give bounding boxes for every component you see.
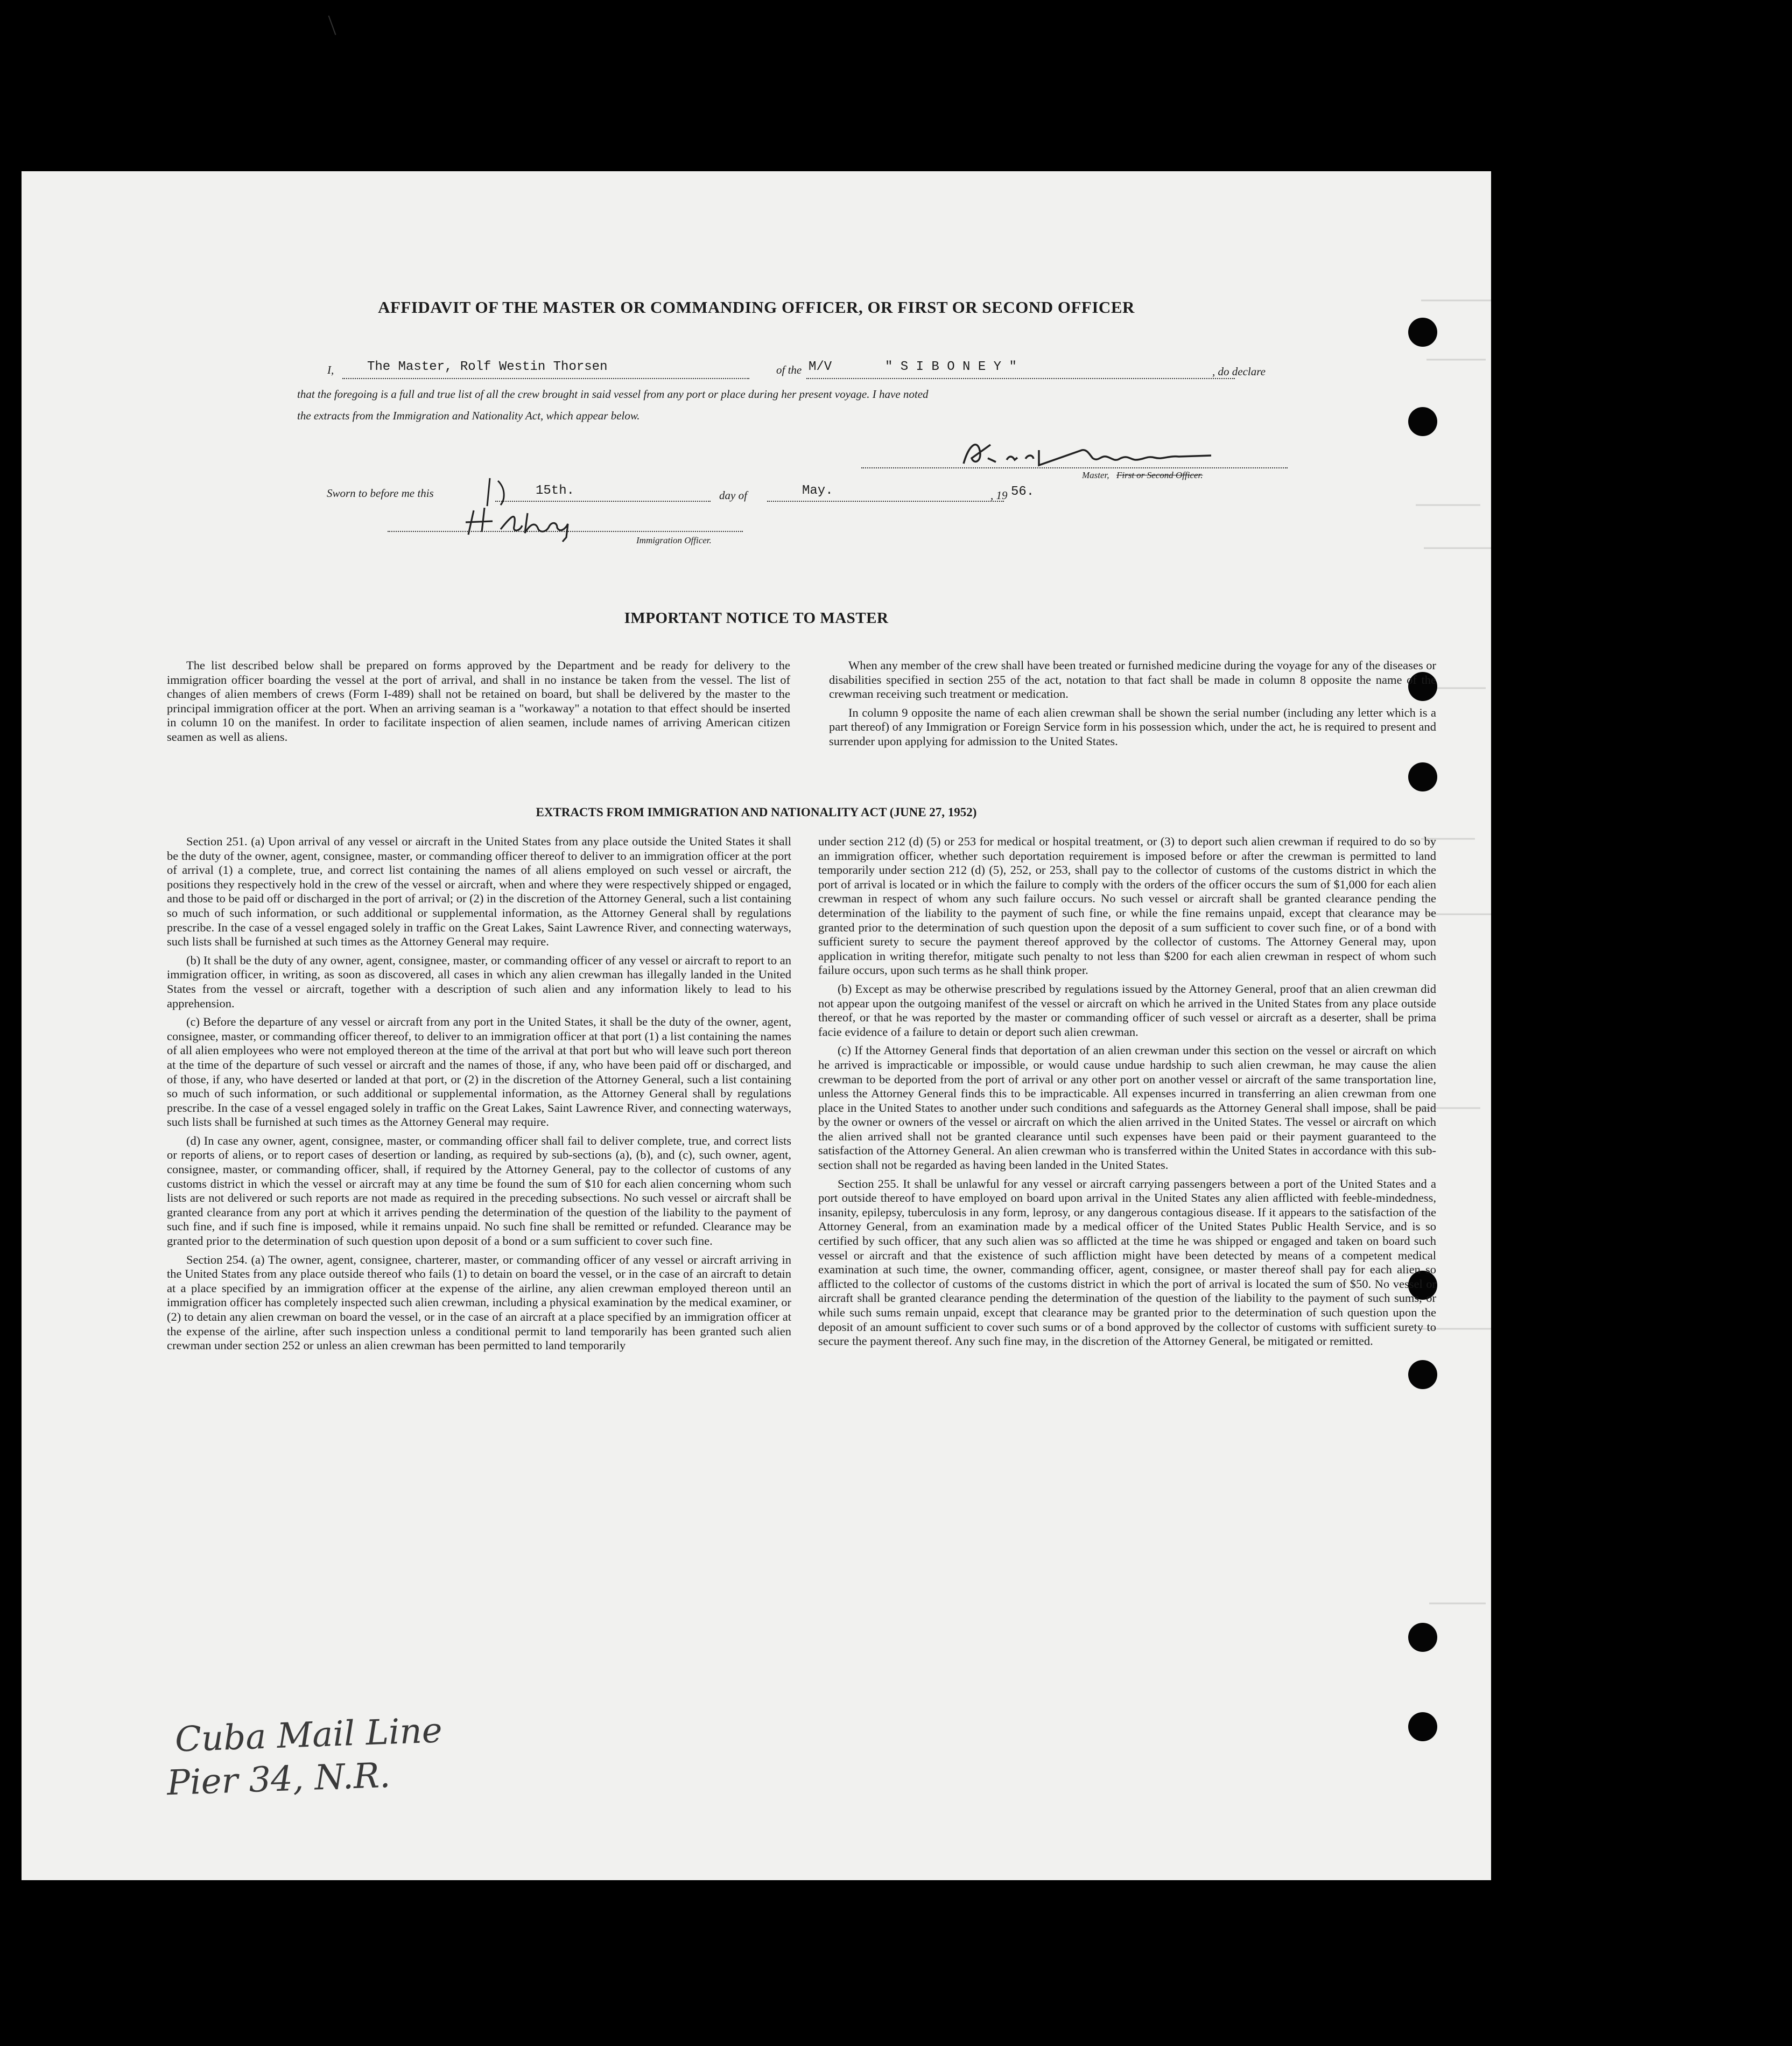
extracts-title: EXTRACTS FROM IMMIGRATION AND NATIONALITY ACT (JUNE 27, 1952) xyxy=(536,805,977,819)
affidavit-title: AFFIDAVIT OF THE MASTER OR COMMANDING OFFICER, OR FIRST OR SECOND OFFICER xyxy=(378,298,1135,317)
master-caption-struck: First or Second Officer. xyxy=(1116,470,1203,480)
section-255: Section 255. It shall be unlawful for any vessel or aircraft carrying passengers between a port of the United States and a port outside thereof to have employed on board upon arrival in the United States any alien afflicted with feeble-mindedness, insanity, epilepsy, tuberculosis in any form, leprosy, or any dangerous contagious disease. If it appears to the satisfaction of the Attorney General, from an examination made by a medical officer of the United States Public Health Service, and is so certified by such officer, that any such alien was so afflicted at the time he was shipped or engaged and taken on board such vessel or aircraft and that the existence of such affliction might have been detected by means of a competent medical examination at such time, the owner, commanding officer, agent, consignee, or master thereof shall pay for each alien so afflicted to the collector of customs of the customs district in which the port of arrival is located the sum of $50. No vessel or aircraft shall be granted clearance pending the determination of the question of the liability to the payment of such sums, or while such sums remain unpaid, except that clearance may be granted prior to the determination of such question upon the deposit of an amount sufficient to cover such sums or of a bond approved by the collector of customs with sufficient surety to secure the payment thereof. Any such fine may, in the discretion of the Attorney General, be mitigated or remitted. xyxy=(818,1176,1436,1348)
punch-hole xyxy=(1408,1712,1437,1741)
punch-hole xyxy=(1408,762,1437,791)
vessel-name: " S I B O N E Y " xyxy=(885,360,1017,374)
sworn-day: 15th. xyxy=(536,484,575,498)
notice-title: IMPORTANT NOTICE TO MASTER xyxy=(624,609,889,627)
section-251d: (d) In case any owner, agent, consignee, master, or commanding officer shall fail to deliver complete, true, and correct lists or reports of aliens, or to report cases of desertion or landing, as required by sub-sections (a), (b), and (c), such owner, agent, consignee, master, or commanding officer, shall, if required by the Attorney General, pay to the collector of customs of any customs district in which the vessel or aircraft may at any time be found the sum of $10 for each alien concerning whom such lists are not delivered or such reports are not made as required in the preceding subsections. No such vessel or aircraft shall be granted clearance from any port at which it arrives pending the determination of the question of the liability to the payment of such fine, and if such fine is imposed, while it remains unpaid. No such fine shall be remitted or refunded. Clearance may be granted prior to the determination of such question upon deposit of a bond or a sum sufficient to cover such fine. xyxy=(167,1133,791,1248)
notice-right-column xyxy=(829,658,1436,753)
punch-hole xyxy=(1408,407,1437,436)
extracts-right-column xyxy=(818,835,1436,1353)
statement-line-2: the extracts from the Immigration and Nationality Act, which appear below. xyxy=(297,409,640,422)
day-of-label: day of xyxy=(719,489,747,502)
of-the-label: of the xyxy=(776,363,802,376)
scan-speck xyxy=(328,16,336,35)
year-prefix: , 19 xyxy=(990,489,1008,502)
section-254a: Section 254. (a) The owner, agent, consignee, charterer, master, or commanding officer of any vessel or aircraft arriving in the United States from any place outside thereof who fails (1) to detain on board the vessel, or in the case of an aircraft to detain at a place specified by an immigration officer at the expense of the airline, any alien crewman employed thereon until an immigration officer has completely inspected such alien crewman, including a physical examination by the medical examiner, or (2) to detain any alien crewman on board the vessel, or in the case of an aircraft at a place specified by an immigration officer at the expense of the airline, after such inspection unless a conditional permit to land temporarily has been granted such alien crewman under section 252 or unless an alien crewman has been permitted to land temporarily xyxy=(167,1252,791,1353)
declarant-underline xyxy=(342,378,749,379)
punch-hole xyxy=(1408,1360,1437,1389)
year-suffix: 56. xyxy=(1011,485,1035,499)
sworn-month-underline xyxy=(767,501,1004,502)
extracts-left-column xyxy=(167,835,791,1357)
section-251b: (b) It shall be the duty of any owner, agent, consignee, master, or commanding officer of any vessel or aircraft to report to an immigration officer, in writing, as soon as discovered, all cases in which any alien crewman has illegally landed in the United States from the vessel or aircraft, together with a description of such alien and any information likely to lead to his apprehension. xyxy=(167,953,791,1010)
master-caption: Master, xyxy=(1082,470,1109,480)
document-page xyxy=(22,171,1491,1880)
notice-right-text-2: In column 9 opposite the name of each alien crewman shall be shown the serial number (including any letter which is a part thereof) of any Immigration or Foreign Service form in his possession which, under the act, he is required to present and surrender upon applying for admission to the United States. xyxy=(829,705,1436,748)
officer-caption: Immigration Officer. xyxy=(636,535,712,545)
handwritten-note-line-2: Pier 34, N.R. xyxy=(166,1755,391,1804)
do-declare: , do declare xyxy=(1212,365,1266,378)
declarant-name: The Master, Rolf Westin Thorsen xyxy=(367,360,608,374)
notice-left-text: The list described below shall be prepared on forms approved by the Department and be ready for delivery to the immigration officer boarding the vessel at the port of arrival, and shall in no instance be taken from the vessel. The list of changes of alien members of crews (Form I-489) shall not be retained on board, but shall be delivered by the master to the principal immigration officer at the port. When an arriving seaman is a "workaway" a notation to that effect should be inserted in column 10 on the manifest. In order to facilitate inspection of alien seamen, include names of arriving American citizen seamen as well as aliens. xyxy=(167,658,790,744)
sworn-label: Sworn to before me this xyxy=(327,487,434,500)
section-254c: (c) If the Attorney General finds that deportation of an alien crewman under this section on the vessel or aircraft on which he arrived is impracticable or impossible, or would cause undue hardship to such alien crewman, he may cause the alien crewman to be deported from the port of arrival or any other port on another vessel or aircraft of the same transportation line, unless the Attorney General finds this to be impracticable. All expenses incurred in transferring an alien crewman from one place in the United States to another under such conditions and safeguards as the Attorney General shall impose, shall be paid by the owner or owners of the vessel or aircraft on which the alien arrived in the United States. The vessel or aircraft on which the alien arrived shall not be granted clearance until such expenses have been paid or their payment guaranteed to the satisfaction of the Attorney General. An alien crewman who is transferred within the United States in accordance with this sub-section shall not be regarded as having been landed in the United States. xyxy=(818,1043,1436,1172)
notice-left-column xyxy=(167,658,790,749)
sworn-month: May. xyxy=(802,484,833,498)
vessel-type: M/V xyxy=(809,360,832,374)
section-254a-continued: under section 212 (d) (5) or 253 for medical or hospital treatment, or (3) to deport such alien crewman if required to do so by an immigration officer, whether such deportation requirement is imposed before or after the crewman is permitted to land temporarily under section 212 (d) (5), 252, or 253, shall pay to the collector of customs of the customs district in which the port of arrival is located or in which the failure to comply with the orders of the officer occurs the sum of $1,000 for each alien crewman in respect of whom any such failure occurs. No such vessel or aircraft shall be granted clearance pending the determination of the liability to the payment of such fine, or while the fine remains unpaid, except that clearance may be granted prior to the determination of such question upon the deposit of a sum sufficient to cover such fine, or of a bond with sufficient surety to secure the payment thereof approved by the collector of customs. The Attorney General may, upon application in writing therefor, mitigate such penalty to not less than $200 for each alien crewman in respect of whom such failure occurs, upon such terms as he shall think proper. xyxy=(818,835,1436,977)
notice-right-text-1: When any member of the crew shall have been treated or furnished medicine during the voyage for any of the diseases or disabilities specified in section 255 of the act, notation to that fact shall be made in column 8 opposite the name of the crewman receiving such treatment or medication. xyxy=(829,658,1436,701)
section-251c: (c) Before the departure of any vessel or aircraft from any port in the United States, it shall be the duty of the owner, agent, consignee, master, or commanding officer thereof, to deliver to an immigration officer at that port (1) a list containing the names of all alien employees who were not employed thereon at the time of the arrival at that port but who will leave such port thereon at the time of the departure of such vessel or aircraft and the names of those, if any, who have been paid off or discharged, and of those, if any, who have deserted or landed at that port, or (2) in the discretion of the Attorney General, such a list containing so much of such information, or such additional or supplemental information, as the Attorney General shall by regulations prescribe. In the case of a vessel engaged solely in traffic on the Great Lakes, Saint Lawrence River, and connecting waterways, such lists shall be furnished at such times as the Attorney General may require. xyxy=(167,1015,791,1129)
vessel-underline xyxy=(806,378,1235,379)
handwritten-note-line-1: Cuba Mail Line xyxy=(174,1711,443,1760)
i-label: I, xyxy=(327,363,334,376)
officer-signature xyxy=(452,500,614,543)
punch-hole xyxy=(1408,318,1437,347)
punch-hole xyxy=(1408,1623,1437,1652)
section-254b: (b) Except as may be otherwise prescribed by regulations issued by the Attorney General, proof that an alien crewman did not appear upon the outgoing manifest of the vessel or aircraft on which he arrived in the United States from any place outside thereof, or that he was reported by the master or commanding officer of such vessel or aircraft as a deserter, shall be prima facie evidence of a failure to detain or deport such alien crewman. xyxy=(818,982,1436,1039)
section-251a: Section 251. (a) Upon arrival of any vessel or aircraft in the United States from any place outside the United States it shall be the duty of the owner, agent, consignee, master, or commanding officer thereof to deliver to an immigration officer at the port of arrival (1) a complete, true, and correct list containing the names of all aliens employed on such vessel or aircraft, the positions they respectively hold in the crew of the vessel or aircraft, when and where they were respectively shipped or engaged, and those to be paid off or discharged in the port of arrival; or (2) in the discretion of the Attorney General, such a list containing so much of such information, or such additional or supplemental information, as the Attorney General shall by regulations prescribe. In the case of a vessel engaged solely in traffic on the Great Lakes, Saint Lawrence River, and connecting waterways, such lists shall be furnished at such times as the Attorney General may require. xyxy=(167,835,791,949)
statement-line-1: that the foregoing is a full and true list of all the crew brought in said vessel from any port or place during her present voyage. I have noted xyxy=(297,388,929,401)
master-signature xyxy=(958,434,1217,472)
